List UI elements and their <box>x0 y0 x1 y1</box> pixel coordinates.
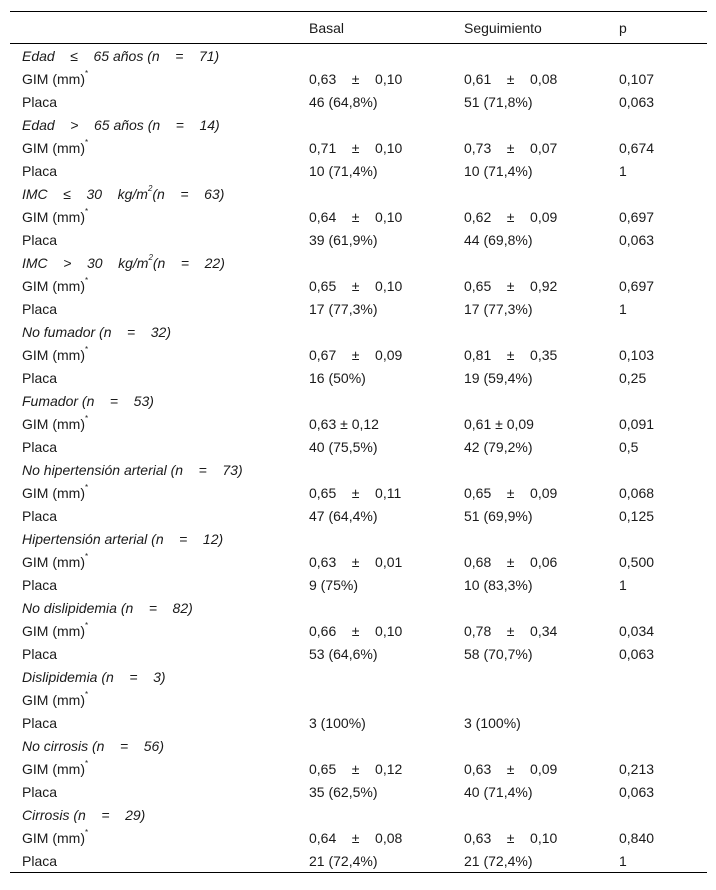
table-cell <box>619 784 707 800</box>
table-cell <box>464 830 619 846</box>
cell-text: Placa <box>22 852 58 869</box>
cell-text: 0,67 ± 0,09 <box>309 346 403 363</box>
superscript: * <box>84 551 89 561</box>
table-cell <box>464 71 619 87</box>
table-cell <box>10 715 309 731</box>
subgroup-header-row <box>10 734 707 757</box>
cell-text: 47 (64,4%) <box>309 507 378 524</box>
cell-text: GIM (mm) <box>22 208 85 225</box>
table-row <box>10 780 707 803</box>
table-cell <box>309 485 464 501</box>
cell-text: GIM (mm) <box>22 760 85 777</box>
table-row <box>10 504 707 527</box>
cell-text: Placa <box>22 300 58 317</box>
superscript: * <box>84 275 89 285</box>
table-cell <box>619 140 707 156</box>
table-cell <box>309 347 464 363</box>
cell-text: 0,25 <box>619 369 647 386</box>
cell-text: Hipertensión arterial (n = 12) <box>22 530 224 547</box>
table-cell <box>10 827 309 846</box>
cell-text: 0,063 <box>619 231 655 248</box>
table-cell <box>619 485 707 501</box>
cell-text: 0,63 ± 0,09 <box>464 760 558 777</box>
table-cell <box>309 830 464 846</box>
cell-text: 0,063 <box>619 645 655 662</box>
superscript: * <box>84 344 89 354</box>
cell-text: 0,65 ± 0,92 <box>464 277 558 294</box>
cell-text: 0,697 <box>619 277 655 294</box>
table-cell <box>309 577 464 593</box>
cell-text: GIM (mm) <box>22 553 85 570</box>
table-cell <box>10 853 309 869</box>
superscript: * <box>84 206 89 216</box>
table-cell <box>309 554 464 570</box>
table-cell <box>309 163 464 179</box>
table-cell <box>10 48 309 64</box>
table-cell <box>10 206 309 225</box>
subgroup-header-row <box>10 527 707 550</box>
cell-text: 0,063 <box>619 783 655 800</box>
table-cell <box>619 232 707 248</box>
table-cell <box>619 71 707 87</box>
table-cell <box>464 232 619 248</box>
table-cell <box>10 68 309 87</box>
table-cell <box>10 482 309 501</box>
table-cell <box>619 347 707 363</box>
subgroup-header-row <box>10 182 707 205</box>
table-header-row <box>10 12 707 44</box>
header-cell-p: p <box>619 19 627 36</box>
subgroup-header-row <box>10 665 707 688</box>
cell-text: 0,73 ± 0,07 <box>464 139 558 156</box>
table-cell <box>619 623 707 639</box>
cell-text: GIM (mm) <box>22 139 85 156</box>
table-cell <box>10 324 309 340</box>
cell-text: 35 (62,5%) <box>309 783 378 800</box>
cell-text: 0,5 <box>619 438 639 455</box>
table-cell <box>10 669 309 685</box>
table-cell <box>309 71 464 87</box>
cell-text: 16 (50%) <box>309 369 366 386</box>
cell-text: 40 (75,5%) <box>309 438 378 455</box>
cell-text: 0,107 <box>619 70 655 87</box>
table-cell <box>464 439 619 455</box>
superscript: 2 <box>147 183 153 193</box>
cell-text: 1 <box>619 576 627 593</box>
table-cell <box>10 508 309 524</box>
cell-text: 3 (100%) <box>309 714 366 731</box>
table-cell <box>309 715 464 731</box>
table-cell <box>619 761 707 777</box>
cell-text: Placa <box>22 714 58 731</box>
cell-text: Dislipidemia (n = 3) <box>22 668 166 685</box>
cell-text: 19 (59,4%) <box>464 369 533 386</box>
table-row <box>10 481 707 504</box>
table-row <box>10 757 707 780</box>
cell-text: Placa <box>22 438 58 455</box>
cell-text: 0,213 <box>619 760 655 777</box>
cell-text: 51 (71,8%) <box>464 93 533 110</box>
table-cell <box>10 163 309 179</box>
table-cell <box>309 784 464 800</box>
cell-text: No dislipidemia (n = 82) <box>22 599 193 616</box>
table-body <box>10 44 707 872</box>
table-cell <box>619 439 707 455</box>
table-cell <box>619 163 707 179</box>
table-cell <box>10 784 309 800</box>
cell-text: 0,71 ± 0,10 <box>309 139 403 156</box>
table-cell <box>309 301 464 317</box>
cell-text: Placa <box>22 783 58 800</box>
table-cell <box>10 620 309 639</box>
cell-text: Placa <box>22 576 58 593</box>
table-cell <box>619 301 707 317</box>
table-cell <box>464 485 619 501</box>
cell-text: 0,091 <box>619 415 655 432</box>
cell-text: GIM (mm) <box>22 415 85 432</box>
cell-text: GIM (mm) <box>22 691 85 708</box>
table-cell <box>464 140 619 156</box>
table-cell <box>309 439 464 455</box>
table-cell <box>10 413 309 432</box>
subgroup-header-row <box>10 113 707 136</box>
cell-text: 0,64 ± 0,08 <box>309 829 403 846</box>
cell-text: GIM (mm) <box>22 622 85 639</box>
cell-text: 0,78 ± 0,34 <box>464 622 558 639</box>
table-cell <box>309 623 464 639</box>
cell-text: 0,500 <box>619 553 655 570</box>
table-cell <box>309 761 464 777</box>
superscript: * <box>84 827 89 837</box>
table-row <box>10 619 707 642</box>
cell-text: 0,64 ± 0,10 <box>309 208 403 225</box>
table-row <box>10 550 707 573</box>
cell-text: 0,61 ± 0,08 <box>464 70 558 87</box>
cell-text: IMC > 30 kg/m <box>22 254 149 271</box>
table-cell <box>619 278 707 294</box>
table-cell <box>464 554 619 570</box>
cell-text: Placa <box>22 162 58 179</box>
table-row <box>10 826 707 849</box>
header-cell-basal: Basal <box>309 19 345 36</box>
table-cell <box>464 784 619 800</box>
cell-text: Edad > 65 años (n = 14) <box>22 116 220 133</box>
table-cell <box>10 689 309 708</box>
table-cell <box>464 416 619 432</box>
superscript: * <box>84 68 89 78</box>
table-cell <box>10 807 309 823</box>
cell-text: 0,65 ± 0,12 <box>309 760 403 777</box>
cell-text: 0,674 <box>619 139 655 156</box>
table-cell <box>10 370 309 386</box>
table-cell <box>619 853 707 869</box>
table-cell <box>10 183 309 202</box>
table-cell <box>619 416 707 432</box>
cell-text: 0,81 ± 0,35 <box>464 346 558 363</box>
cell-text: 0,697 <box>619 208 655 225</box>
table-row <box>10 205 707 228</box>
cell-text: GIM (mm) <box>22 346 85 363</box>
table-cell <box>464 853 619 869</box>
cell-text: 10 (83,3%) <box>464 576 533 593</box>
subgroup-header-row <box>10 320 707 343</box>
cell-text: 0,68 ± 0,06 <box>464 553 558 570</box>
cell-text: 44 (69,8%) <box>464 231 533 248</box>
cell-text: 0,61 ± 0,09 <box>464 415 534 432</box>
cell-text-suffix: (n = 22) <box>152 254 225 271</box>
header-cell-seguimiento: Seguimiento <box>464 19 542 36</box>
table-row <box>10 343 707 366</box>
subgroup-header-row <box>10 458 707 481</box>
table-cell <box>309 232 464 248</box>
table-row <box>10 136 707 159</box>
table-cell <box>309 209 464 225</box>
table-row <box>10 67 707 90</box>
table-cell <box>464 761 619 777</box>
cell-text: 42 (79,2%) <box>464 438 533 455</box>
table-cell <box>309 140 464 156</box>
cell-text: 0,65 ± 0,10 <box>309 277 403 294</box>
table-cell <box>619 370 707 386</box>
table-cell <box>10 275 309 294</box>
table-cell <box>309 508 464 524</box>
data-table <box>10 11 707 873</box>
table-cell <box>619 554 707 570</box>
cell-text: 0,63 ± 0,12 <box>309 415 379 432</box>
table-row <box>10 711 707 734</box>
cell-text: 0,62 ± 0,09 <box>464 208 558 225</box>
cell-text: 3 (100%) <box>464 714 521 731</box>
superscript: 2 <box>148 252 153 262</box>
cell-text: Fumador (n = 53) <box>22 392 154 409</box>
cell-text: 17 (77,3%) <box>309 300 378 317</box>
cell-text: 40 (71,4%) <box>464 783 533 800</box>
cell-text: 0,034 <box>619 622 655 639</box>
cell-text: No cirrosis (n = 56) <box>22 737 164 754</box>
cell-text: 0,65 ± 0,09 <box>464 484 558 501</box>
cell-text: 0,103 <box>619 346 655 363</box>
cell-text: 10 (71,4%) <box>309 162 378 179</box>
cell-text: 58 (70,7%) <box>464 645 533 662</box>
superscript: * <box>84 413 89 423</box>
table-cell <box>619 577 707 593</box>
subgroup-header-row <box>10 389 707 412</box>
cell-text-suffix: (n = 63) <box>152 185 225 202</box>
table-cell <box>464 623 619 639</box>
table-cell <box>10 137 309 156</box>
cell-text: 17 (77,3%) <box>464 300 533 317</box>
table-cell <box>619 830 707 846</box>
cell-text: 51 (69,9%) <box>464 507 533 524</box>
table-cell <box>464 508 619 524</box>
table-cell <box>464 715 619 731</box>
cell-text: Placa <box>22 231 58 248</box>
superscript: * <box>84 689 89 699</box>
table-cell <box>464 278 619 294</box>
table-cell <box>10 94 309 110</box>
cell-text: 1 <box>619 852 627 869</box>
cell-text: 0,63 ± 0,10 <box>309 70 403 87</box>
superscript: * <box>84 137 89 147</box>
cell-text: Placa <box>22 645 58 662</box>
table-cell <box>10 462 309 478</box>
cell-text: 0,063 <box>619 93 655 110</box>
table-cell <box>10 600 309 616</box>
cell-text: 0,63 ± 0,10 <box>464 829 558 846</box>
superscript: * <box>84 758 89 768</box>
table-cell <box>10 344 309 363</box>
table-cell <box>10 393 309 409</box>
cell-text: Placa <box>22 507 58 524</box>
table-cell <box>309 370 464 386</box>
cell-text: GIM (mm) <box>22 484 85 501</box>
table-row <box>10 90 707 113</box>
subgroup-header-row <box>10 44 707 67</box>
table-cell <box>619 646 707 662</box>
cell-text: 21 (72,4%) <box>309 852 378 869</box>
table-cell <box>309 416 464 432</box>
table-cell <box>10 531 309 547</box>
cell-text: 10 (71,4%) <box>464 162 533 179</box>
cell-text: 1 <box>619 300 627 317</box>
table-cell <box>619 94 707 110</box>
cell-text: GIM (mm) <box>22 277 85 294</box>
subgroup-header-row <box>10 803 707 826</box>
table-row <box>10 297 707 320</box>
table-cell <box>10 252 309 271</box>
table-cell <box>309 853 464 869</box>
table-cell <box>309 646 464 662</box>
table-row <box>10 849 707 872</box>
cell-text: Placa <box>22 369 58 386</box>
cell-text: 0,63 ± 0,01 <box>309 553 403 570</box>
table-cell <box>464 301 619 317</box>
cell-text: Placa <box>22 93 58 110</box>
table-cell <box>464 209 619 225</box>
cell-text: No fumador (n = 32) <box>22 323 172 340</box>
table-cell <box>309 278 464 294</box>
subgroup-header-row <box>10 251 707 274</box>
superscript: * <box>84 620 89 630</box>
cell-text: 39 (61,9%) <box>309 231 378 248</box>
cell-text: Cirrosis (n = 29) <box>22 806 146 823</box>
cell-text: GIM (mm) <box>22 829 85 846</box>
cell-text: 0,65 ± 0,11 <box>309 484 402 501</box>
table-cell <box>10 758 309 777</box>
table-row <box>10 573 707 596</box>
table-row <box>10 159 707 182</box>
cell-text: 0,125 <box>619 507 655 524</box>
table-cell <box>464 94 619 110</box>
cell-text: IMC ≤ 30 kg/m <box>22 185 148 202</box>
cell-text: 53 (64,6%) <box>309 645 378 662</box>
table-row <box>10 274 707 297</box>
cell-text: 1 <box>619 162 627 179</box>
table-cell <box>10 646 309 662</box>
table-row <box>10 366 707 389</box>
cell-text: Edad ≤ 65 años (n = 71) <box>22 47 220 64</box>
cell-text: No hipertensión arterial (n = 73) <box>22 461 243 478</box>
table-row <box>10 228 707 251</box>
table-cell <box>10 301 309 317</box>
table-cell <box>309 94 464 110</box>
cell-text: 9 (75%) <box>309 576 359 593</box>
table-row <box>10 435 707 458</box>
table-cell <box>10 738 309 754</box>
table-cell <box>10 232 309 248</box>
table-cell <box>464 370 619 386</box>
table-cell <box>464 347 619 363</box>
cell-text: 0,66 ± 0,10 <box>309 622 403 639</box>
cell-text: 0,840 <box>619 829 655 846</box>
cell-text: GIM (mm) <box>22 70 85 87</box>
table-cell <box>464 163 619 179</box>
cell-text: 21 (72,4%) <box>464 852 533 869</box>
table-cell <box>464 577 619 593</box>
table-cell <box>464 646 619 662</box>
table-row <box>10 642 707 665</box>
table-cell <box>10 577 309 593</box>
table-cell <box>10 551 309 570</box>
table-row <box>10 412 707 435</box>
cell-text: 0,068 <box>619 484 655 501</box>
table-cell <box>10 439 309 455</box>
table-row <box>10 688 707 711</box>
table-cell <box>10 117 309 133</box>
subgroup-header-row <box>10 596 707 619</box>
table-cell <box>619 209 707 225</box>
table-cell <box>619 508 707 524</box>
cell-text: 46 (64,8%) <box>309 93 378 110</box>
superscript: * <box>84 482 89 492</box>
